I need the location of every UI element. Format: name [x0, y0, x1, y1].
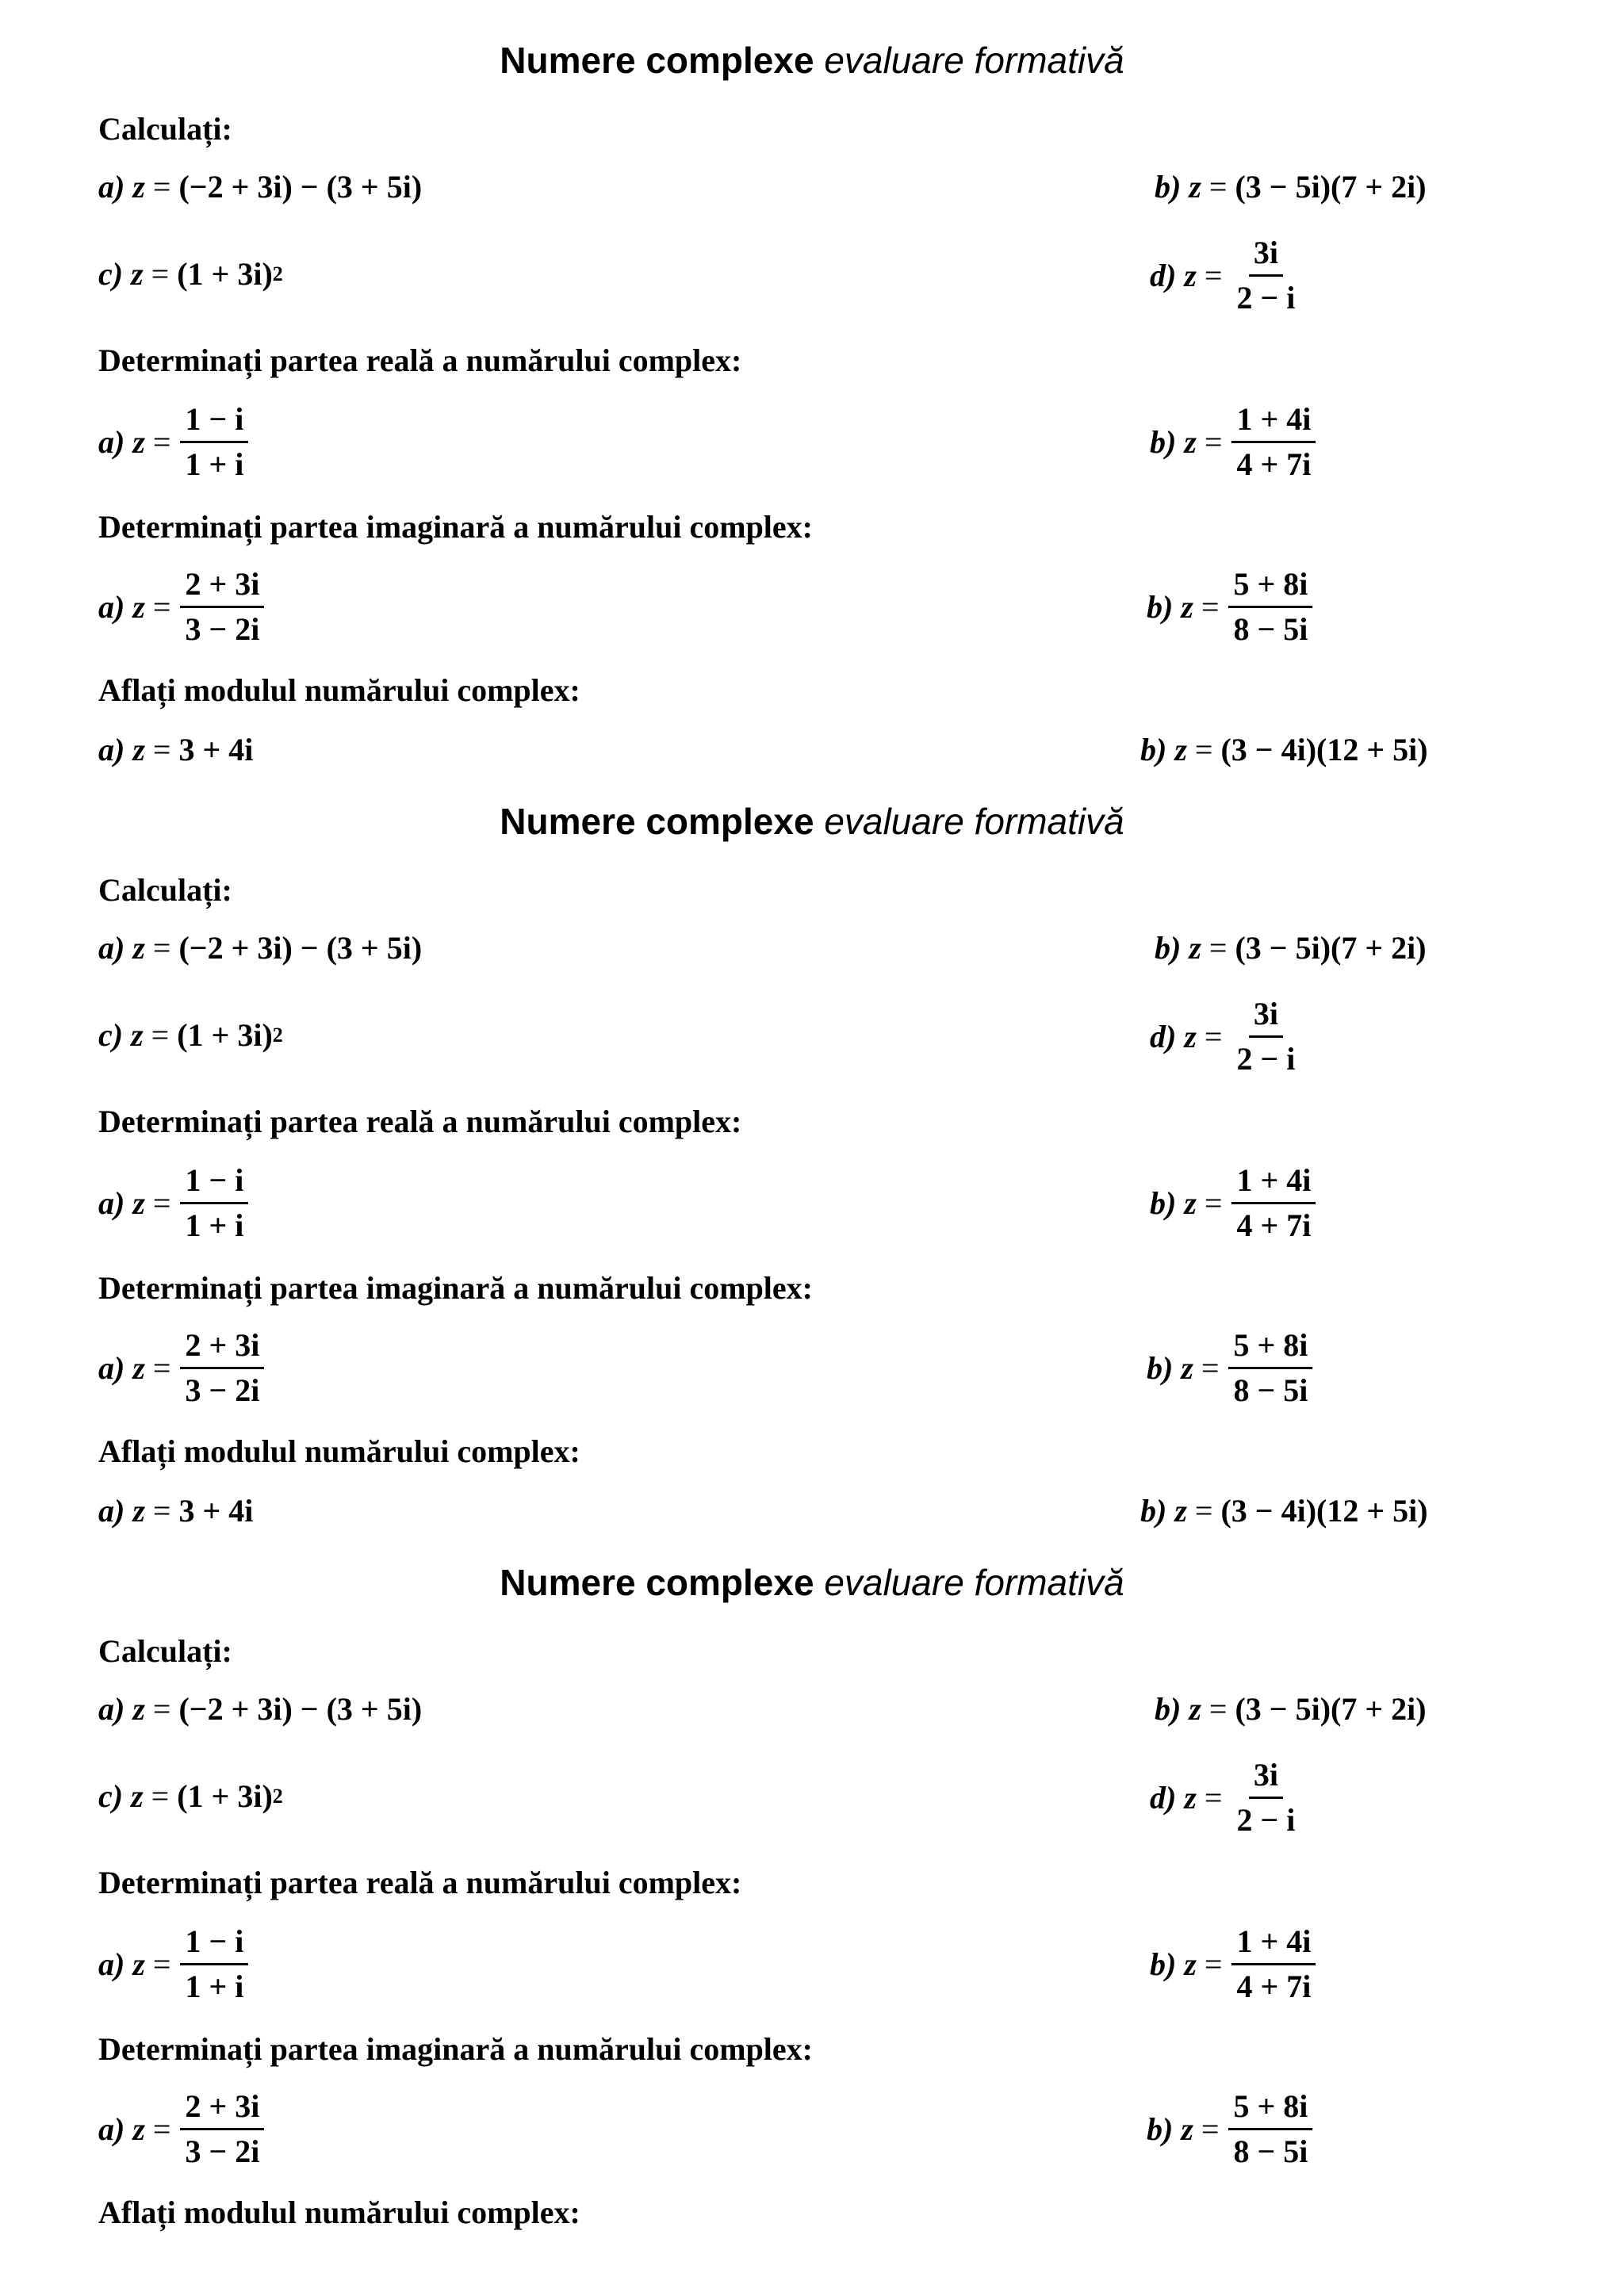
exercise-imag-b: b) z = $\frac{5 + 8i}{8 - 5i}$ [1147, 566, 1312, 648]
heading-calculati: Calculați: [98, 1633, 232, 1669]
exercise-calc-b: b) z = (3 − 5i)(7 + 2i) [1155, 1691, 1427, 1727]
exercise-real-b: b) z = $\frac{1 + 4i}{4 + 7i}$ [1150, 1923, 1316, 2005]
heading-calculati: Calculați: [98, 111, 232, 147]
exercise-mod-a: a) z = 3 + 4i [98, 732, 254, 767]
exercise-calc-b: b) z = (3 − 5i)(7 + 2i) [1155, 930, 1427, 966]
fraction: $\frac{1 - i}{1 + i}$ [180, 1162, 248, 1244]
fraction: $\frac{1 - i}{1 + i}$ [180, 401, 248, 483]
exercise-real-a: a) z = $\frac{1 - i}{1 + i}$ [98, 1162, 248, 1244]
fraction: $\frac{1 + 4i}{4 + 7i}$ [1231, 1162, 1316, 1244]
exercise-real-a: a) z = $\frac{1 - i}{1 + i}$ [98, 1923, 248, 2005]
heading-partea-imaginara: Determinați partea imaginară a numărului complex: [98, 1270, 813, 1306]
exercise-calc-c: c) z = (1 + 3i) 2 [98, 256, 283, 292]
heading-modulul: Aflați modulul numărului complex: [98, 672, 580, 708]
exercise-imag-a: a) z = $\frac{2 + 3i}{3 - 2i}$ [98, 2088, 264, 2170]
exercise-calc-a: a) z = (−2 + 3i) − (3 + 5i) [98, 1691, 423, 1727]
fraction: $\frac{1 + 4i}{4 + 7i}$ [1231, 401, 1316, 483]
exercise-calc-a: a) z = (−2 + 3i) − (3 + 5i) [98, 930, 423, 966]
heading-partea-reala: Determinați partea reală a numărului complex: [98, 1865, 742, 1900]
fraction: $\frac{5 + 8i}{8 - 5i}$ [1228, 566, 1312, 648]
worksheet-1 [0, 0, 1624, 767]
exercise-calc-d: d) z = $\frac{3i}{2 - i}$ [1150, 996, 1300, 1077]
exercise-calc-a: a) z = (−2 + 3i) − (3 + 5i) [98, 169, 423, 205]
exercise-imag-a: a) z = $\frac{2 + 3i}{3 - 2i}$ [98, 566, 264, 648]
exercise-mod-a: a) z = 3 + 4i [98, 1493, 254, 1529]
fraction: $\frac{3i}{2 - i}$ [1236, 235, 1296, 316]
title-italic: evaluare formativă [824, 40, 1124, 81]
worksheet-title [0, 36, 1624, 84]
exercise-real-b: b) z = $\frac{1 + 4i}{4 + 7i}$ [1150, 401, 1316, 483]
fraction: $\frac{3i}{2 - i}$ [1236, 996, 1296, 1077]
title-italic: evaluare formativă [824, 1562, 1124, 1603]
fraction: $\frac{2 + 3i}{3 - 2i}$ [180, 1327, 264, 1409]
fraction: $\frac{2 + 3i}{3 - 2i}$ [180, 2088, 264, 2170]
fraction: $\frac{1 + 4i}{4 + 7i}$ [1231, 1923, 1316, 2005]
worksheet-title [0, 798, 1624, 845]
exercise-calc-d: d) z = $\frac{3i}{2 - i}$ [1150, 235, 1300, 316]
heading-modulul: Aflați modulul numărului complex: [98, 1433, 580, 1469]
fraction: $\frac{5 + 8i}{8 - 5i}$ [1228, 2088, 1312, 2170]
exercise-mod-b: b) z = (3 − 4i)(12 + 5i) [1140, 732, 1428, 767]
heading-calculati: Calculați: [98, 872, 232, 908]
heading-partea-imaginara: Determinați partea imaginară a numărului complex: [98, 2031, 813, 2067]
heading-modulul: Aflați modulul numărului complex: [98, 2195, 580, 2230]
exercise-calc-d: d) z = $\frac{3i}{2 - i}$ [1150, 1757, 1300, 1839]
fraction: $\frac{5 + 8i}{8 - 5i}$ [1228, 1327, 1312, 1409]
exercise-real-b: b) z = $\frac{1 + 4i}{4 + 7i}$ [1150, 1162, 1316, 1244]
exercise-imag-b: b) z = $\frac{5 + 8i}{8 - 5i}$ [1147, 2088, 1312, 2170]
fraction: $\frac{3i}{2 - i}$ [1236, 1757, 1296, 1838]
worksheet-2 [0, 761, 1624, 1529]
title-italic: evaluare formativă [824, 801, 1124, 842]
exercise-calc-b: b) z = (3 − 5i)(7 + 2i) [1155, 169, 1427, 205]
heading-partea-reala: Determinați partea reală a numărului complex: [98, 342, 742, 378]
exercise-imag-b: b) z = $\frac{5 + 8i}{8 - 5i}$ [1147, 1327, 1312, 1409]
title-bold: Numere complexe [500, 40, 814, 81]
exercise-calc-c: c) z = (1 + 3i) 2 [98, 1017, 283, 1053]
title-bold: Numere complexe [500, 801, 814, 842]
exercise-mod-b: b) z = (3 − 4i)(12 + 5i) [1140, 1493, 1428, 1529]
heading-partea-reala: Determinați partea reală a numărului complex: [98, 1104, 742, 1139]
worksheet-3 [0, 1522, 1624, 2283]
title-bold: Numere complexe [500, 1562, 814, 1603]
worksheet-title [0, 1559, 1624, 1606]
fraction: $\frac{2 + 3i}{3 - 2i}$ [180, 566, 264, 648]
exercise-imag-a: a) z = $\frac{2 + 3i}{3 - 2i}$ [98, 1327, 264, 1409]
exercise-calc-c: c) z = (1 + 3i) 2 [98, 1778, 283, 1814]
fraction: $\frac{1 - i}{1 + i}$ [180, 1923, 248, 2005]
exercise-real-a: a) z = $\frac{1 - i}{1 + i}$ [98, 401, 248, 483]
heading-partea-imaginara: Determinați partea imaginară a numărului complex: [98, 509, 813, 545]
